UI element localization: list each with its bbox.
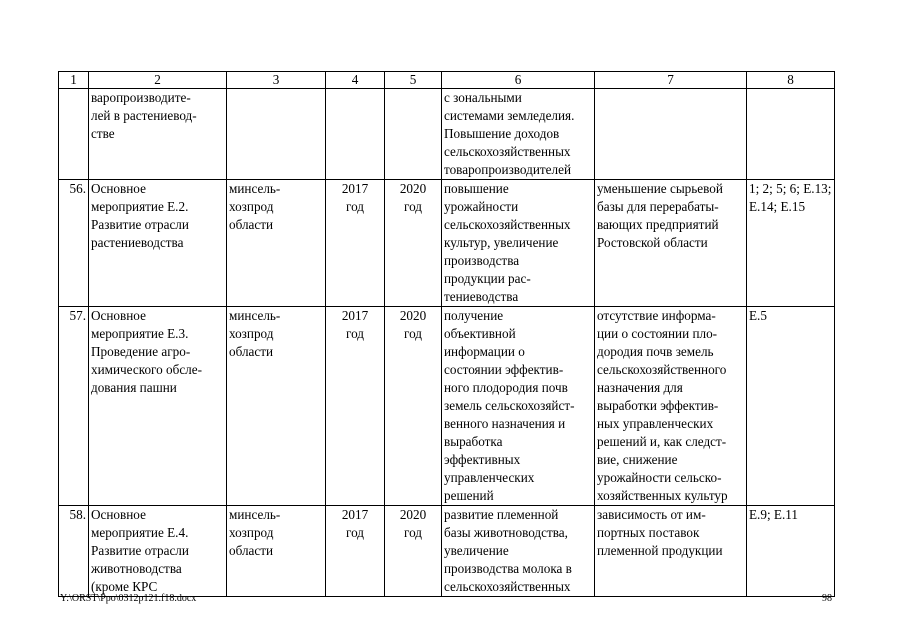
cell-line: Развитие отрасли	[91, 217, 189, 232]
cell-line: 2020	[399, 308, 427, 323]
cell-line: ции о состоянии пло-	[597, 326, 718, 341]
indicator-link-cell	[747, 307, 835, 506]
header-cell: 2	[89, 72, 227, 89]
cell-line: венного назначения и	[444, 416, 566, 431]
cell-line: 2017	[341, 507, 369, 522]
indicator-link-cell	[747, 506, 835, 597]
cell-line: базы животноводства,	[444, 525, 568, 540]
cell-line: мероприятие Е.4.	[91, 525, 189, 540]
expected-result-cell	[442, 307, 595, 506]
cell-line: базы для перерабаты-	[597, 199, 719, 214]
header-cell: 7	[595, 72, 747, 89]
cell-line: управленческих	[444, 470, 535, 485]
continuation-name-cell	[89, 89, 227, 180]
start-year-cell	[326, 506, 385, 597]
expected-result-cell	[442, 180, 595, 307]
cell-line: выработка	[444, 434, 503, 449]
continuation-row	[59, 89, 835, 180]
file-path-footer: Y:\ORST\Ppo\0312p121.f18.docx	[60, 593, 197, 604]
row-number-cell: 58.	[59, 506, 89, 597]
cell-line: хозпрод	[229, 525, 274, 540]
cell-line: год	[403, 199, 422, 214]
cell-line: назначения для	[597, 380, 683, 395]
cell-line: варопроизводите-	[91, 90, 191, 105]
table-row	[59, 180, 835, 307]
start-year-cell	[326, 180, 385, 307]
cell-line: сельскохозяйственного	[597, 362, 727, 377]
cell-line: земель сельскохозяйст-	[444, 398, 575, 413]
cell-line: с зональными	[444, 90, 522, 105]
cell-line: выработки эффектив-	[597, 398, 719, 413]
cell-line: Развитие отрасли	[91, 543, 189, 558]
cell-line: хозпрод	[229, 326, 274, 341]
cell-line: области	[229, 344, 274, 359]
expected-result-cell	[442, 506, 595, 597]
cell-line: решений и, как следст-	[597, 434, 727, 449]
cell-line: 2017	[341, 181, 369, 196]
non-implementation-consequence-cell	[595, 307, 747, 506]
cell-line: урожайности	[444, 199, 519, 214]
cell-line: дования пашни	[91, 380, 177, 395]
executor-cell	[227, 180, 326, 307]
cell-line: производства молока в	[444, 561, 572, 576]
cell-line: стве	[91, 126, 115, 141]
cell-line: (кроме КРС	[91, 579, 158, 594]
indicator-link-cell	[747, 180, 835, 307]
cell-line: зависимость от им-	[597, 507, 706, 522]
cell-line: Е.9; Е.11	[749, 507, 798, 522]
cell-line: 1; 2; 5; 6; Е.13;	[749, 181, 832, 196]
cell-line: тениеводства	[444, 289, 519, 304]
end-year-cell	[385, 307, 442, 506]
continuation-result-cell	[442, 89, 595, 180]
cell-line: продукции рас-	[444, 271, 531, 286]
header-cell: 3	[227, 72, 326, 89]
header-cell: 5	[385, 72, 442, 89]
header-cell: 1	[59, 72, 89, 89]
cell-line: решений	[444, 488, 494, 503]
cell-line: увеличение	[444, 543, 509, 558]
non-implementation-consequence-cell	[595, 506, 747, 597]
cell-line: ного плодородия почв	[444, 380, 568, 395]
cell-line: сельскохозяйственных	[444, 579, 571, 594]
cell-line: отсутствие информа-	[597, 308, 716, 323]
header-cell: 8	[747, 72, 835, 89]
cell-line: год	[403, 525, 422, 540]
cell-line: урожайности сельско-	[597, 470, 722, 485]
cell-line: мероприятие Е.2.	[91, 199, 189, 214]
cell-line: сельскохозяйственных	[444, 144, 571, 159]
cell-line: 2020	[399, 507, 427, 522]
row-number-cell: 56.	[59, 180, 89, 307]
cell-line: портных поставок	[597, 525, 700, 540]
cell-line: Ростовской области	[597, 235, 708, 250]
cell-line: минсель-	[229, 507, 281, 522]
header-cell: 4	[326, 72, 385, 89]
cell-line: минсель-	[229, 181, 281, 196]
cell-line: товаропроизводителей	[444, 162, 572, 177]
cell-line: год	[403, 326, 422, 341]
cell-line: Е.14; Е.15	[749, 199, 806, 214]
non-implementation-consequence-cell	[595, 180, 747, 307]
cell-line: получение	[444, 308, 504, 323]
cell-line: информации о	[444, 344, 525, 359]
end-year-cell	[385, 180, 442, 307]
executor-cell	[227, 506, 326, 597]
cell-line: племенной продукции	[597, 543, 723, 558]
table-row	[59, 506, 835, 597]
cell-line: животноводства	[91, 561, 182, 576]
cell-line: Проведение агро-	[91, 344, 191, 359]
cell-line: повышение	[444, 181, 509, 196]
cell-line: 2017	[341, 308, 369, 323]
cell-line: Повышение доходов	[444, 126, 560, 141]
cell-line: минсель-	[229, 308, 281, 323]
cell-line: Е.5	[749, 308, 767, 323]
cell-line: дородия почв земель	[597, 344, 714, 359]
cell-line: ных управленческих	[597, 416, 714, 431]
cell-line: вающих предприятий	[597, 217, 719, 232]
end-year-cell	[385, 506, 442, 597]
event-name-cell	[89, 506, 227, 597]
cell-line: области	[229, 543, 274, 558]
header-cell: 6	[442, 72, 595, 89]
cell-line: объективной	[444, 326, 516, 341]
cell-line: развитие племенной	[444, 507, 559, 522]
cell-line: лей в растениевод-	[91, 108, 197, 123]
cell-line: состоянии эффектив-	[444, 362, 564, 377]
event-name-cell	[89, 307, 227, 506]
start-year-cell	[326, 307, 385, 506]
column-number-header-row	[59, 72, 835, 89]
cell-line: хозяйственных культур	[597, 488, 728, 503]
table-row	[59, 307, 835, 506]
cell-line: Основное	[91, 181, 146, 196]
cell-line: 2020	[399, 181, 427, 196]
cell-line: год	[345, 199, 364, 214]
cell-line: вие, снижение	[597, 452, 678, 467]
cell-line: эффективных	[444, 452, 521, 467]
program-table	[58, 71, 835, 597]
row-number-cell: 57.	[59, 307, 89, 506]
page-number: 98	[822, 593, 832, 604]
cell-line: химического обсле-	[91, 362, 203, 377]
cell-line: год	[345, 326, 364, 341]
cell-line: системами земледелия.	[444, 108, 575, 123]
executor-cell	[227, 307, 326, 506]
cell-line: сельскохозяйственных	[444, 217, 571, 232]
cell-line: области	[229, 217, 274, 232]
cell-line: культур, увеличение	[444, 235, 559, 250]
event-name-cell	[89, 180, 227, 307]
cell-line: растениеводства	[91, 235, 184, 250]
cell-line: уменьшение сырьевой	[597, 181, 723, 196]
cell-line: производства	[444, 253, 520, 268]
cell-line: год	[345, 525, 364, 540]
cell-line: Основное	[91, 507, 146, 522]
cell-line: хозпрод	[229, 199, 274, 214]
cell-line: мероприятие Е.3.	[91, 326, 189, 341]
cell-line: Основное	[91, 308, 146, 323]
